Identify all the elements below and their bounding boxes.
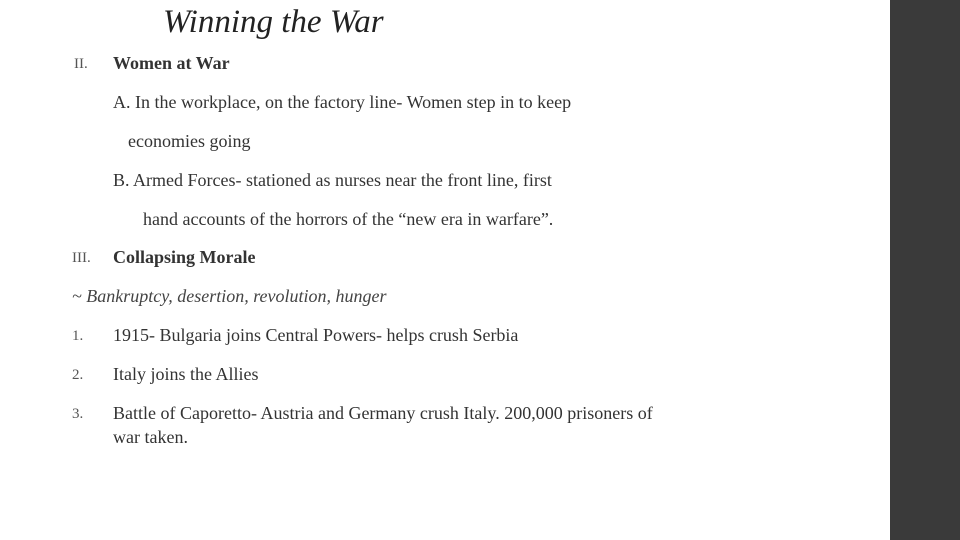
list-number-1: 1. bbox=[72, 328, 84, 344]
section-heading-collapsing-morale: Collapsing Morale bbox=[113, 247, 256, 267]
right-sidebar-bar bbox=[890, 0, 960, 540]
section-number-3: III. bbox=[72, 250, 91, 266]
section-heading-women-at-war: Women at War bbox=[113, 53, 230, 73]
section-number-2: II. bbox=[74, 56, 88, 72]
list-number-2: 2. bbox=[72, 367, 84, 383]
list-item-3-line-1: Battle of Caporetto- Austria and Germany crush Italy. 200,000 prisoners of bbox=[113, 403, 653, 423]
list-item-2: Italy joins the Allies bbox=[113, 364, 259, 384]
list-number-3: 3. bbox=[72, 406, 84, 422]
item-a-line-1: A. In the workplace, on the factory line- Women step in to keep bbox=[113, 92, 572, 112]
item-b-line-2: hand accounts of the horrors of the “new era in warfare”. bbox=[143, 209, 554, 229]
list-item-3-line-2: war taken. bbox=[113, 427, 188, 447]
morale-subtitle: ~ Bankruptcy, desertion, revolution, hunger bbox=[72, 286, 387, 306]
item-b-line-1: B. Armed Forces- stationed as nurses near the front line, first bbox=[113, 170, 552, 190]
list-item-1: 1915- Bulgaria joins Central Powers- helps crush Serbia bbox=[113, 325, 519, 345]
item-a-line-2: economies going bbox=[128, 131, 251, 151]
slide-title: Winning the War bbox=[163, 4, 384, 40]
